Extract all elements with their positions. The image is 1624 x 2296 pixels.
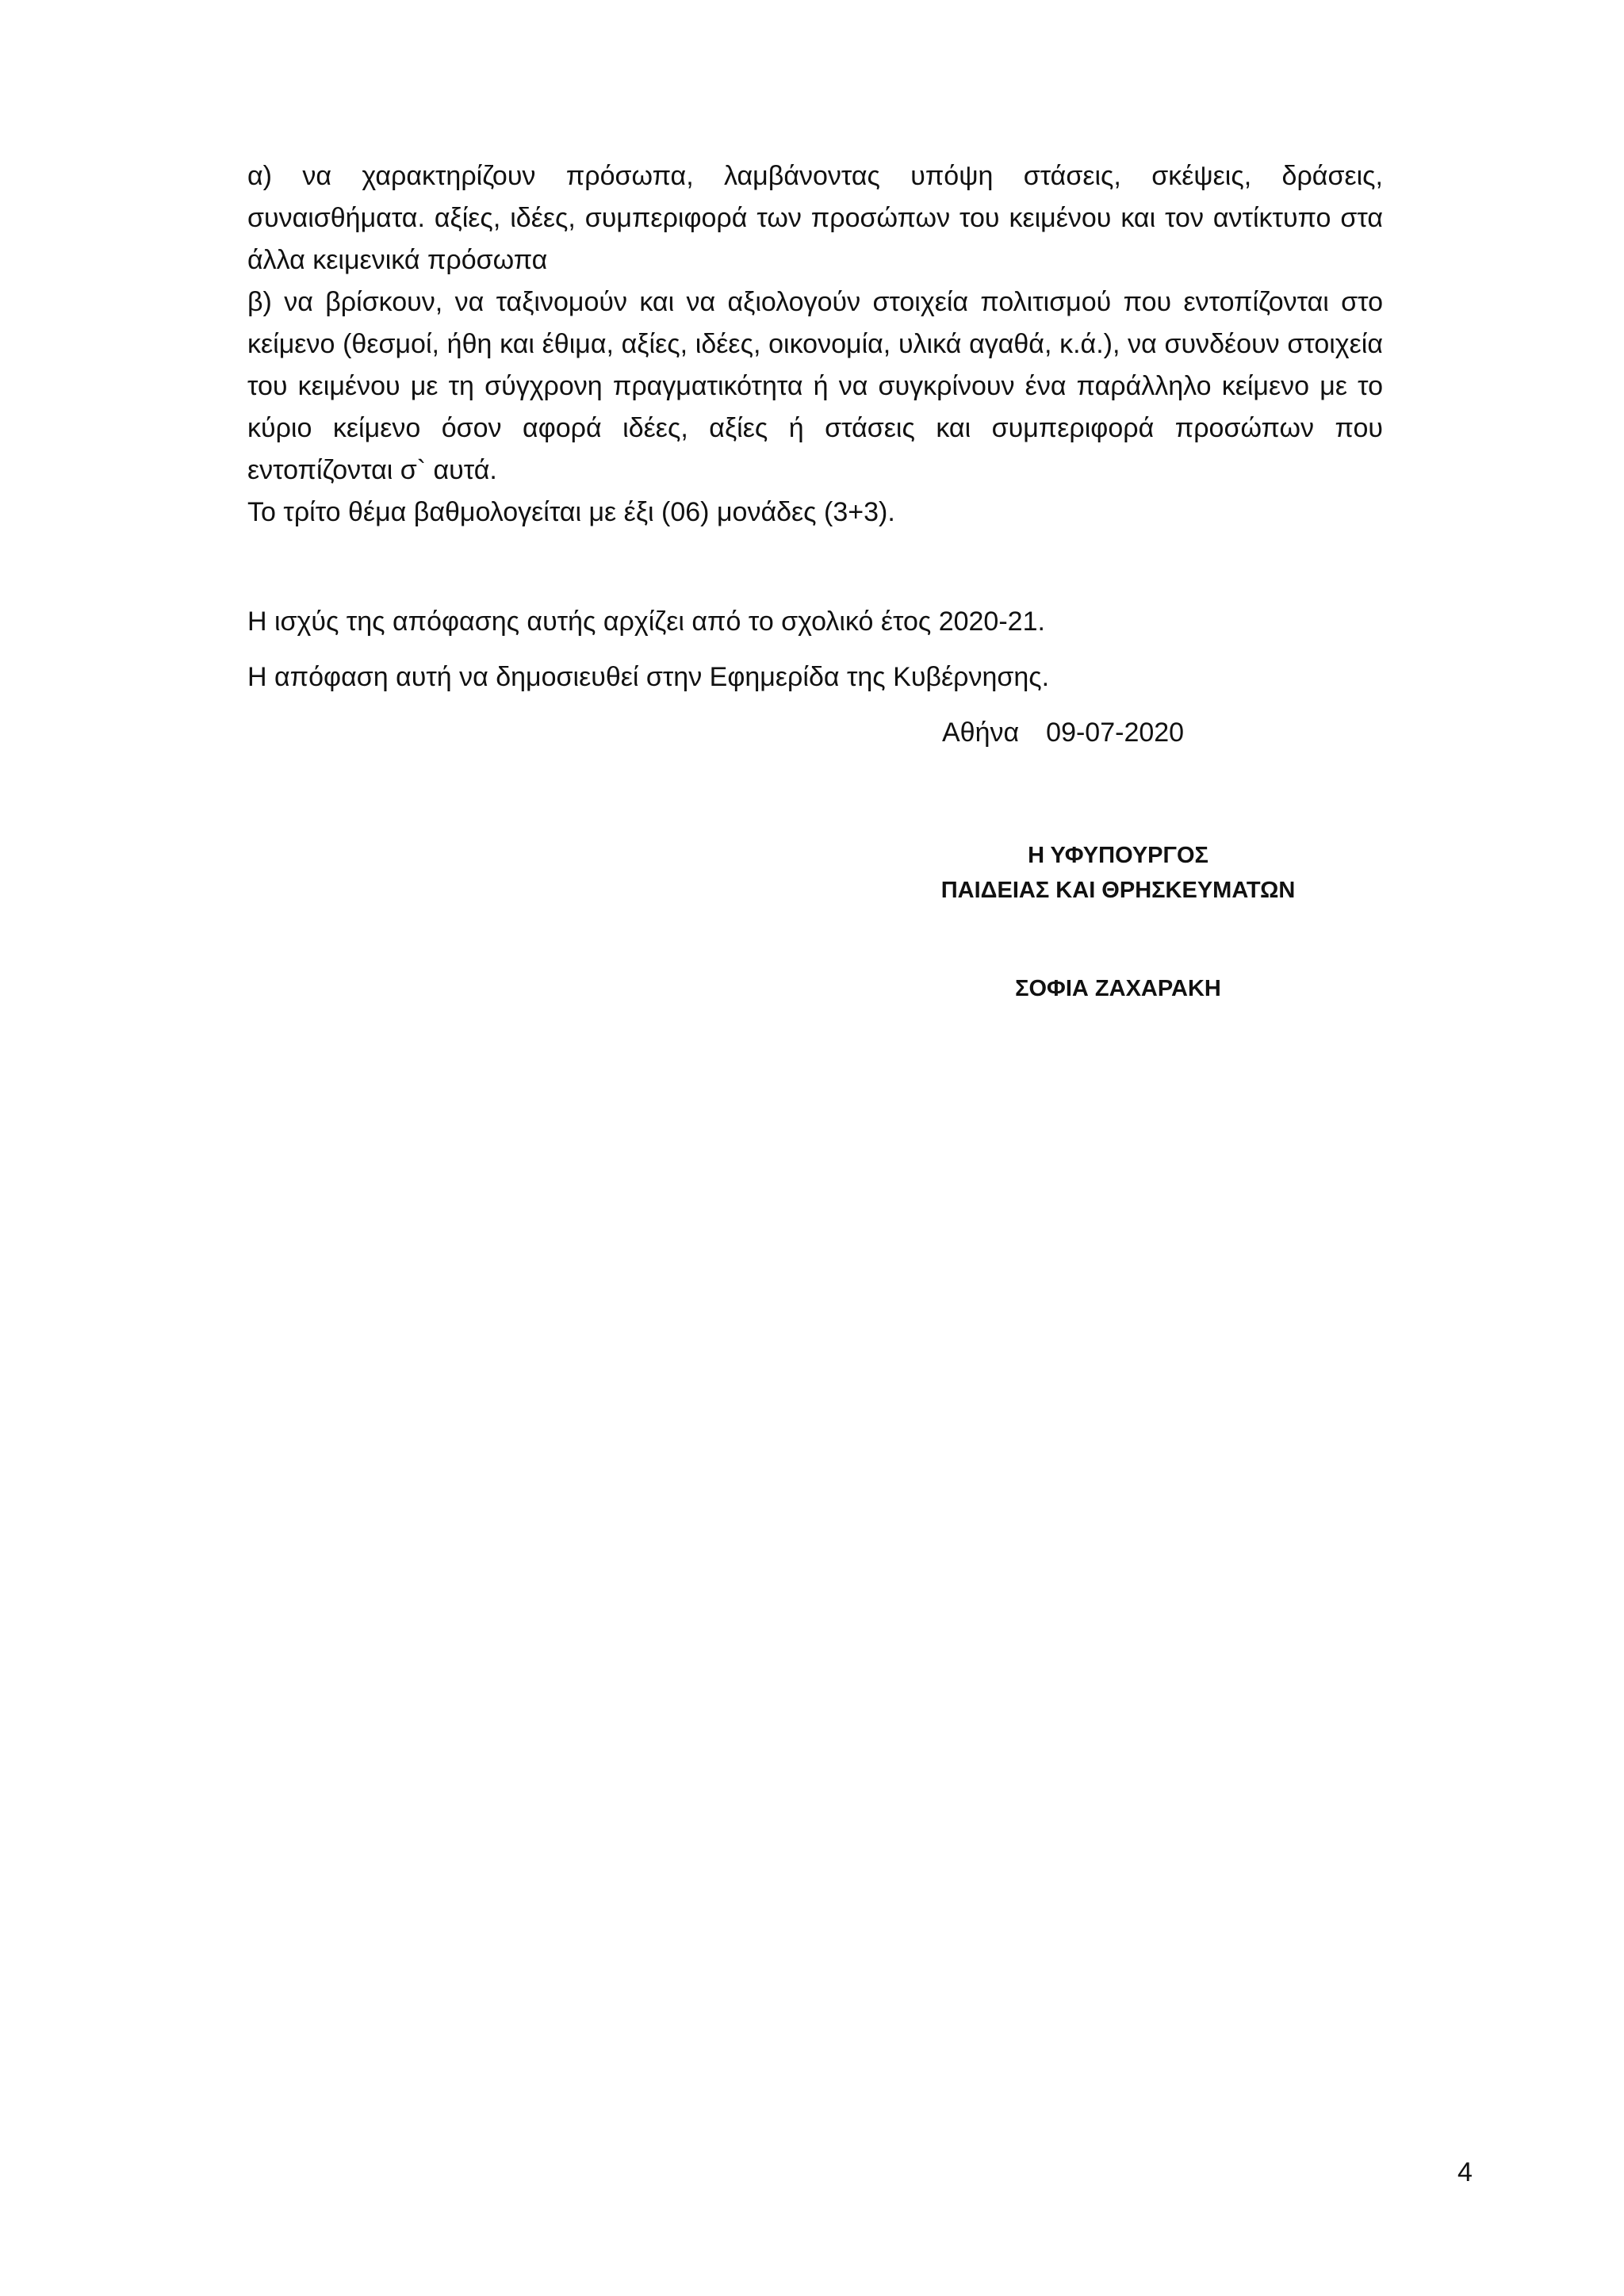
paragraph-a: α) να χαρακτηρίζουν πρόσωπα, λαμβάνοντας υπόψη στάσεις, σκέψεις, δράσεις, συναισθήματα. αξίες, ιδέες, συμπεριφορά των προσώπων του κειμένου και τον αντίκτυπο στα άλλα κειμενικά πρόσωπα	[247, 161, 1383, 275]
place-date	[942, 712, 1184, 754]
place: Αθήνα	[942, 718, 1020, 748]
signature-name: ΣΟΦΙΑ ΖΑΧΑΡΑΚΗ	[1015, 976, 1221, 1001]
validity-note: Η ισχύς της απόφασης αυτής αρχίζει από το σχολικό έτος 2020-21.	[247, 607, 1045, 637]
page-number: 4	[1457, 2157, 1473, 2187]
grading-note: Το τρίτο θέμα βαθμολογείται με έξι (06) μονάδες (3+3).	[247, 497, 895, 527]
publication-note: Η απόφαση αυτή να δημοσιευθεί στην Εφημερίδα της Κυβέρνησης.	[247, 662, 1050, 692]
signature-title-line1: Η ΥΦΥΠΟΥΡΓΟΣ	[1028, 843, 1208, 868]
document-body	[247, 155, 1383, 534]
signature-title-line2: ΠΑΙΔΕΙΑΣ ΚΑΙ ΘΡΗΣΚΕΥΜΑΤΩΝ	[940, 878, 1296, 903]
date: 09-07-2020	[1046, 718, 1185, 748]
paragraph-b: β) να βρίσκουν, να ταξινομούν και να αξιολογούν στοιχεία πολιτισμού που εντοπίζονται στο κείμενο (θεσμοί, ήθη και έθιμα, αξίες, ιδέες, οικονομία, υλικά αγαθά, κ.ά.), να συνδέουν στοιχεία του κειμένου με τη σύγχρονη πραγματικότητα ή να συγκρίνουν ένα παράλληλο κείμενο με το κύριο κείμενο όσον αφορά ιδέες, αξίες ή στάσεις και συμπεριφορά προσώπων που εντοπίζονται σ` αυτά.	[247, 287, 1383, 485]
